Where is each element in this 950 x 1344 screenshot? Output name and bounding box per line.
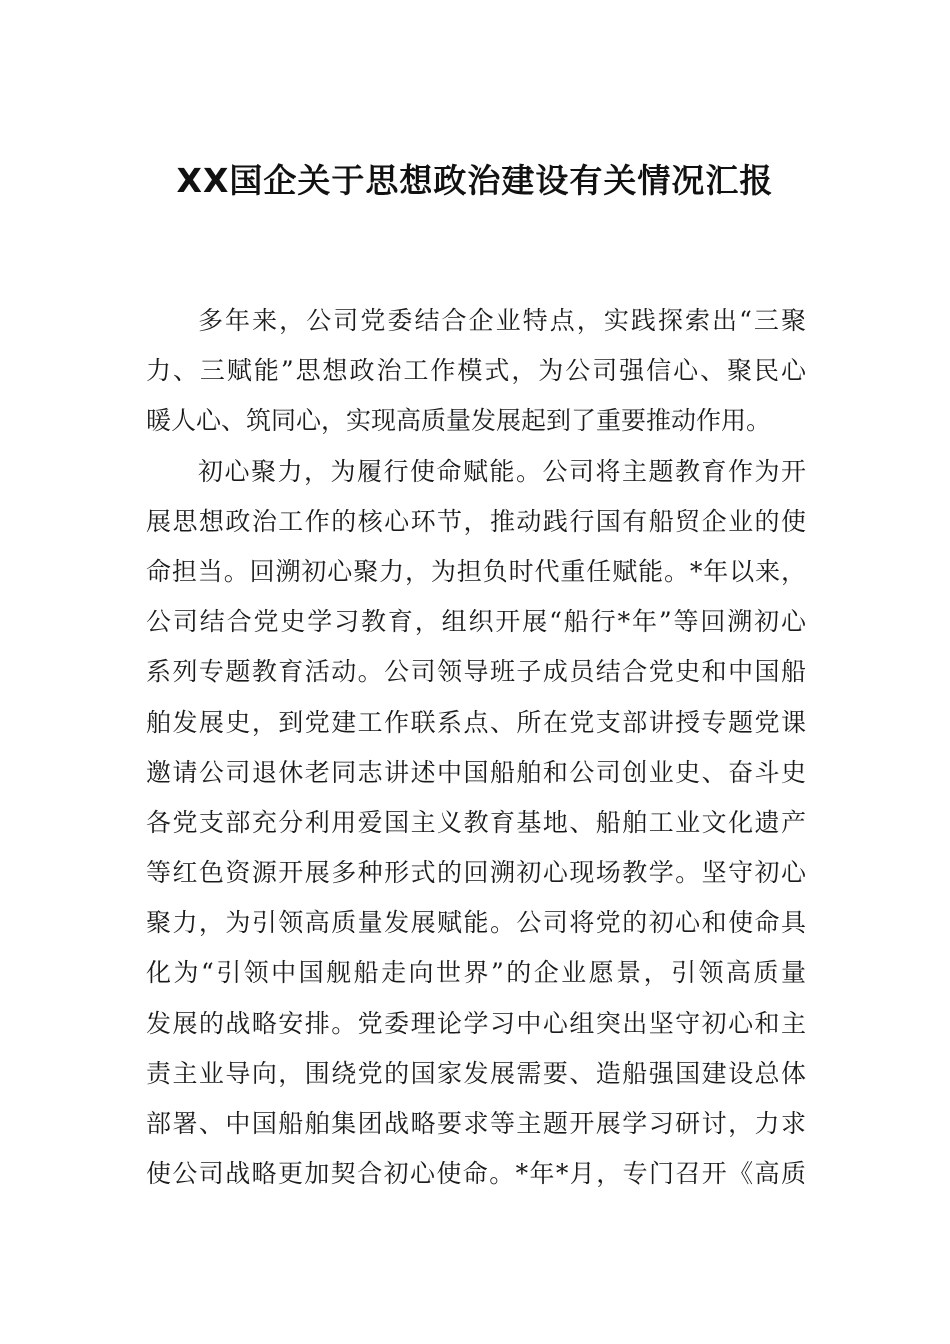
paragraph-2-line-4: 公司结合党史学习教育，组织开展“船行*年”等回溯初心 bbox=[146, 607, 806, 637]
paragraph-2-line-8: 各党支部充分利用爱国主义教育基地、船舶工业文化遗产 bbox=[146, 807, 806, 837]
document-body bbox=[146, 296, 806, 1199]
paragraph-2-line-10: 聚力，为引领高质量发展赋能。公司将党的初心和使命具 bbox=[146, 908, 806, 938]
paragraph-2-line-2: 展思想政治工作的核心环节，推动践行国有船贸企业的使 bbox=[146, 506, 806, 536]
paragraph-2-line-7: 邀请公司退休老同志讲述中国船舶和公司创业史、奋斗史 bbox=[146, 757, 806, 787]
paragraph-2-line-13: 责主业导向，围绕党的国家发展需要、造船强国建设总体 bbox=[146, 1058, 806, 1088]
paragraph-1-line-3: 暖人心、筑同心，实现高质量发展起到了重要推动作用。 bbox=[146, 406, 772, 436]
paragraph-1-line-2: 力、三赋能”思想政治工作模式，为公司强信心、聚民心 bbox=[146, 356, 806, 386]
paragraph-1-line-1: 多年来，公司党委结合企业特点，实践探索出“三聚 bbox=[198, 306, 806, 335]
paragraph-2-line-1: 初心聚力，为履行使命赋能。公司将主题教育作为开 bbox=[198, 456, 806, 486]
paragraph-2-line-3: 命担当。回溯初心聚力，为担负时代重任赋能。*年以来， bbox=[146, 556, 806, 586]
paragraph-2-line-5: 系列专题教育活动。公司领导班子成员结合党史和中国船 bbox=[146, 657, 806, 687]
paragraph-2-line-6: 舶发展史，到党建工作联系点、所在党支部讲授专题党课 bbox=[146, 707, 806, 737]
paragraph-2-line-15: 使公司战略更加契合初心使命。*年*月，专门召开《高质 bbox=[146, 1159, 806, 1189]
paragraph-2-line-11: 化为“引领中国舰船走向世界”的企业愿景，引领高质量 bbox=[146, 958, 806, 988]
paragraph-2-line-12: 发展的战略安排。党委理论学习中心组突出坚守初心和主 bbox=[146, 1008, 806, 1038]
document-title: XX国企关于思想政治建设有关情况汇报 bbox=[176, 161, 774, 200]
paragraph-2-line-14: 部署、中国船舶集团战略要求等主题开展学习研讨，力求 bbox=[146, 1109, 806, 1138]
paragraph-2-line-9: 等红色资源开展多种形式的回溯初心现场教学。坚守初心 bbox=[146, 858, 806, 888]
